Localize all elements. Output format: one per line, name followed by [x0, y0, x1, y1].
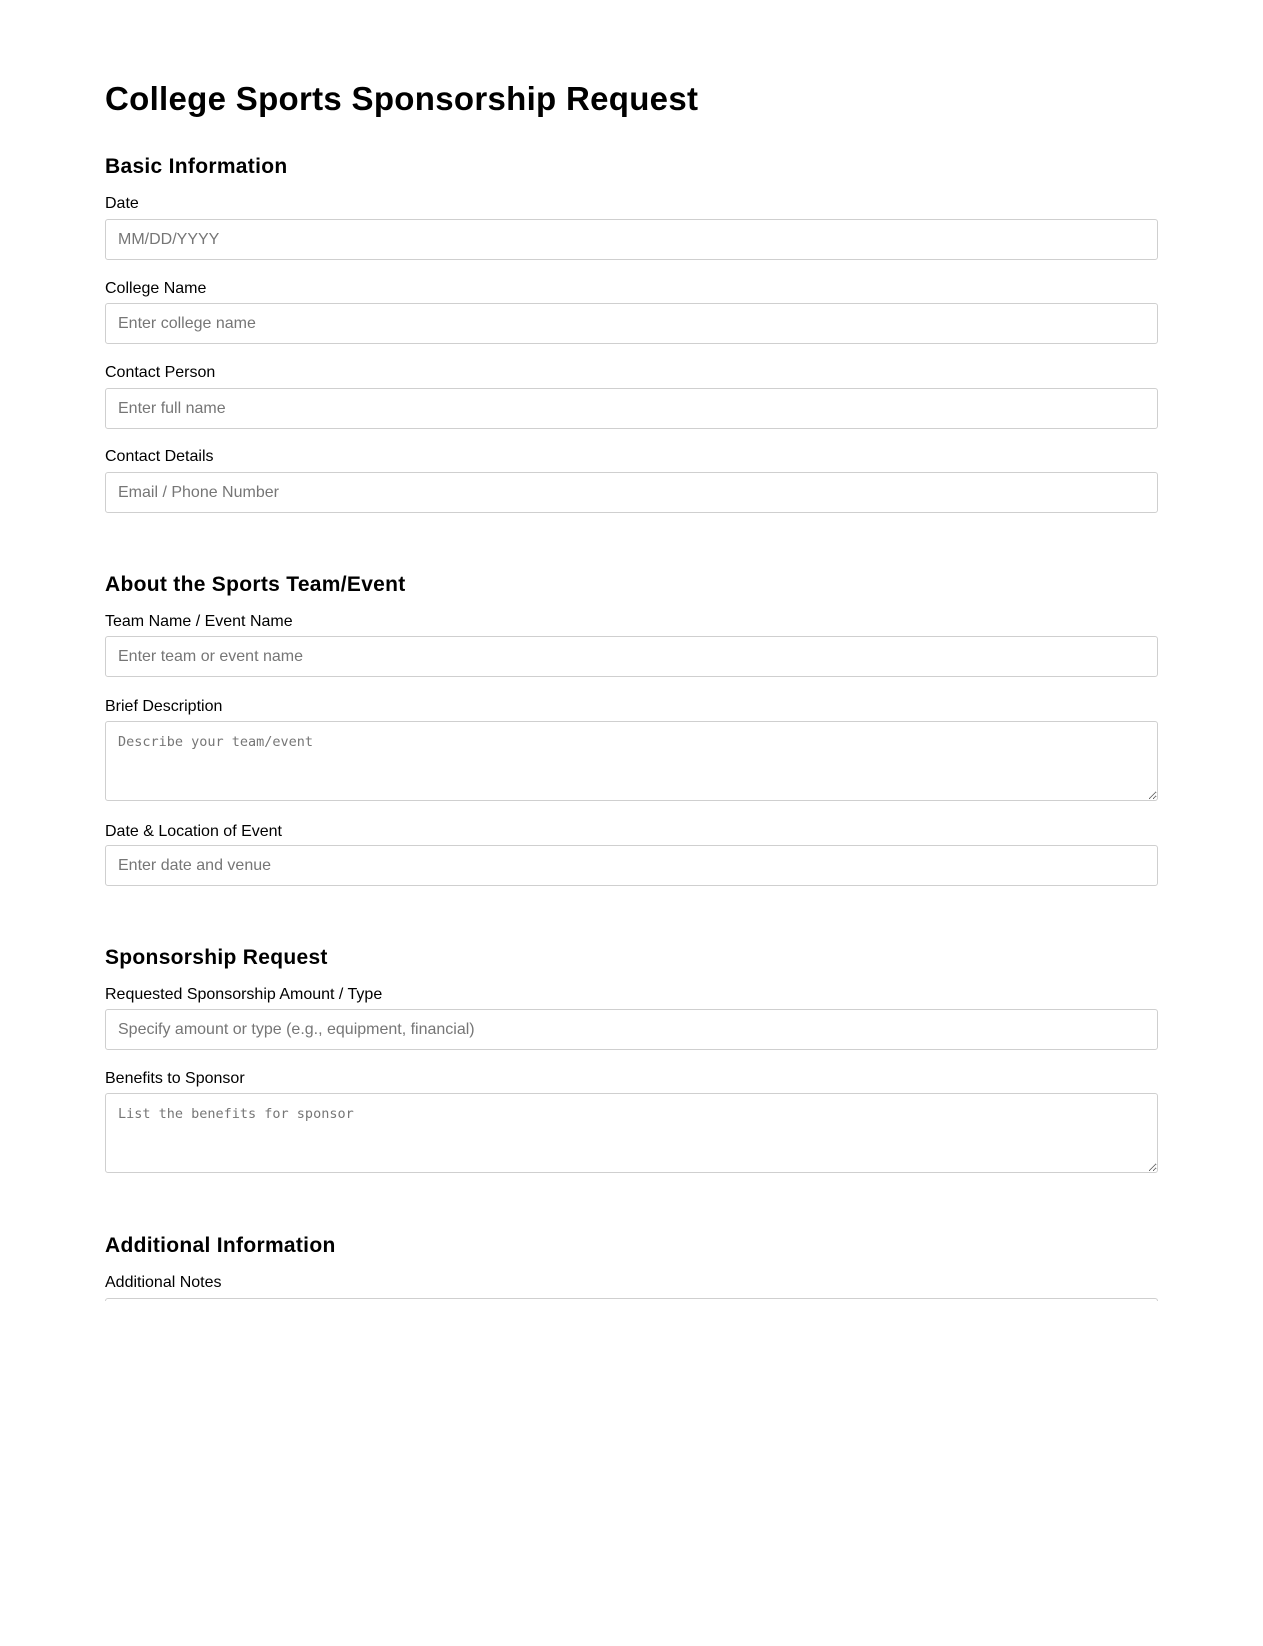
brief-description-label: Brief Description — [105, 698, 223, 715]
page-title: College Sports Sponsorship Request — [105, 80, 699, 117]
benefits-textarea[interactable] — [105, 1093, 1158, 1173]
section-title-basic-information: Basic Information — [105, 155, 288, 178]
college-name-label: College Name — [105, 280, 207, 297]
brief-description-textarea[interactable] — [105, 721, 1158, 801]
date-label: Date — [105, 195, 139, 212]
team-event-name-input[interactable] — [105, 636, 1158, 677]
section-title-team-event: About the Sports Team/Event — [105, 573, 406, 596]
date-input[interactable] — [105, 219, 1158, 260]
contact-details-input[interactable] — [105, 472, 1158, 513]
team-event-name-label: Team Name / Event Name — [105, 613, 293, 630]
sponsorship-amount-label: Requested Sponsorship Amount / Type — [105, 986, 383, 1003]
date-location-input[interactable] — [105, 845, 1158, 886]
contact-details-label: Contact Details — [105, 448, 214, 465]
additional-notes-label: Additional Notes — [105, 1274, 222, 1291]
contact-person-label: Contact Person — [105, 364, 216, 381]
section-title-sponsorship-request: Sponsorship Request — [105, 946, 328, 969]
sponsorship-amount-input[interactable] — [105, 1009, 1158, 1050]
contact-person-input[interactable] — [105, 388, 1158, 429]
benefits-label: Benefits to Sponsor — [105, 1070, 245, 1087]
date-location-label: Date & Location of Event — [105, 823, 282, 840]
section-title-additional-information: Additional Information — [105, 1234, 336, 1257]
additional-notes-textarea[interactable] — [105, 1298, 1158, 1301]
college-name-input[interactable] — [105, 303, 1158, 344]
